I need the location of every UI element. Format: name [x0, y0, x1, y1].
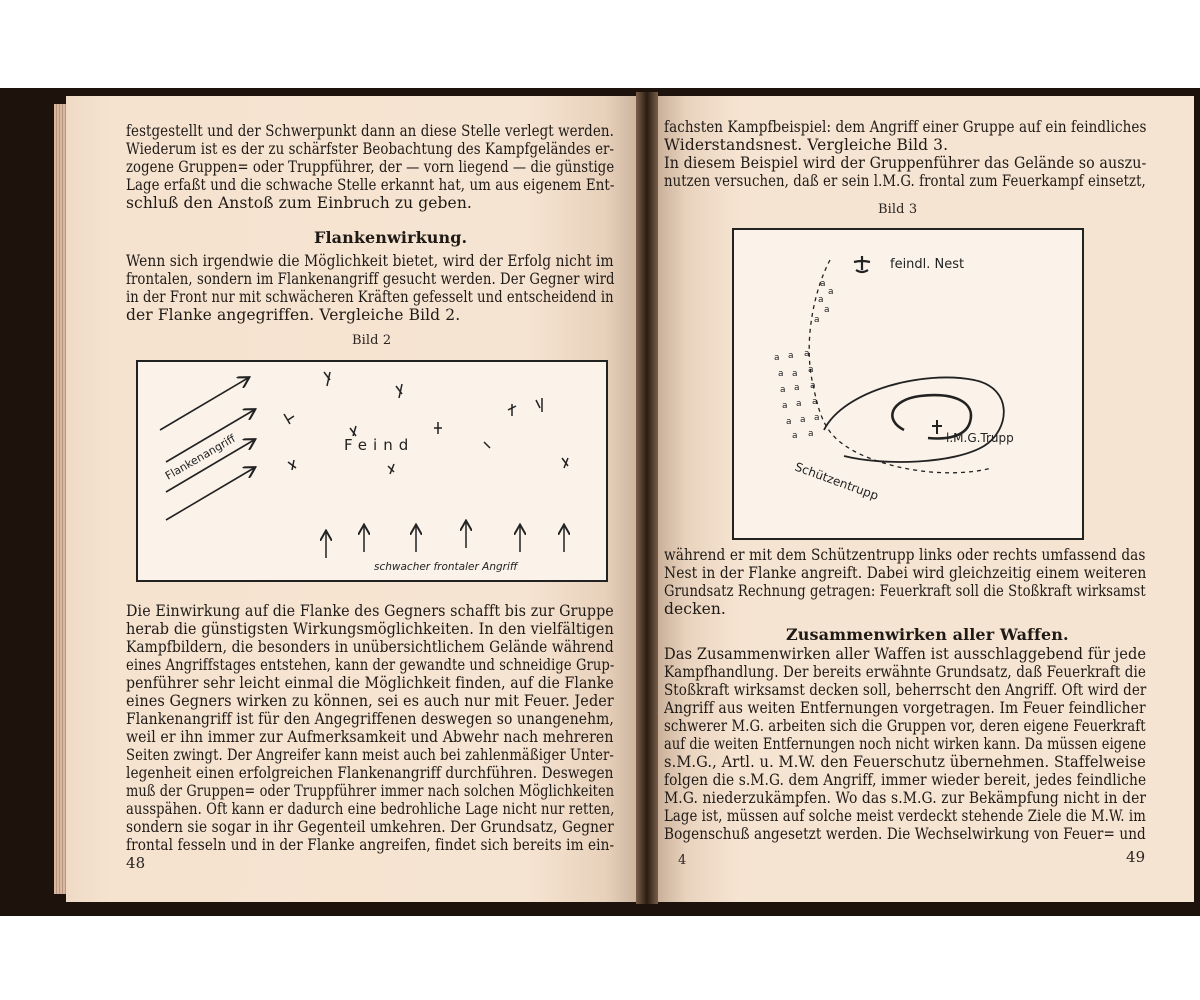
text-line: herab die günstigsten Wirkungsmöglichkeiten. In den vielfältigen [126, 620, 614, 638]
mg-squad-symbol [932, 420, 942, 434]
enemy-nest-label: feindl. Nest [890, 257, 965, 272]
svg-text:a: a [792, 431, 798, 441]
text-line: muß der Gruppen= oder Truppführer immer nach solchen Möglichkeiten [126, 782, 615, 800]
svg-text:a: a [796, 399, 802, 409]
text-line: eines Gegners wirken zu können, sei es auch nur mit Feuer. Jeder [126, 692, 614, 710]
svg-text:a: a [778, 369, 784, 379]
text-line: Bogenschuß angesetzt werden. Die Wechselwirkung von Feuer= und [664, 825, 1146, 843]
svg-text:a: a [792, 369, 798, 379]
text-line: auf die weiten Entfernungen noch nicht wirken kann. Da müssen eigene [664, 735, 1147, 753]
enemy-mark [388, 464, 394, 474]
signature-mark: 4 [678, 853, 687, 868]
text-line: ausspähen. Oft kann er dadurch eine bedrohliche Lage nicht nur retten, [126, 800, 615, 818]
enemy-nest-symbol [854, 256, 870, 272]
text-line: sondern sie sogar in ihr Gegenteil umkehren. Der Grundsatz, Gegner [126, 818, 614, 836]
svg-text:a: a [774, 353, 780, 363]
text-line: weil er ihn immer zur Aufmerksamkeit und Abwehr nach mehreren [126, 728, 614, 746]
text-line: schluß den Anstoß zum Einbruch zu geben. [126, 194, 472, 212]
text-line: Lage erfaßt und die schwache Stelle erkannt hat, um aus eigenem Ent- [126, 176, 615, 194]
figure-2-caption: Bild 2 [352, 333, 392, 348]
svg-text:a: a [780, 385, 786, 395]
text-line: Die Einwirkung auf die Flanke des Gegners schafft bis zur Gruppe [126, 602, 614, 620]
svg-text:a: a [782, 401, 788, 411]
text-line: schwerer M.G. arbeiten sich die Gruppen vor, deren eigene Feuerkraft [664, 717, 1146, 735]
enemy-mark [288, 460, 296, 470]
enemy-label: Feind [344, 436, 415, 454]
text-line: Grundsatz Rechnung getragen: Feuerkraft soll die Stoßkraft wirksamst [664, 582, 1146, 600]
text-line: In diesem Beispiel wird der Gruppenführer das Gelände so auszu- [664, 154, 1147, 172]
frontal-attack-label: schwacher frontaler Angriff [374, 561, 518, 573]
svg-text:a: a [800, 415, 806, 425]
text-line: eines Angriffstages entstehen, kann der gewandte und schneidige Grup- [126, 656, 615, 674]
figure-2 [136, 360, 608, 582]
figure-2-drawing [138, 362, 606, 580]
text-line: Stoßkraft wirksamst decken soll, beherrscht den Angriff. Oft wird der [664, 681, 1147, 699]
right-heading: Zusammenwirken aller Waffen. [786, 625, 1069, 644]
svg-text:a: a [808, 365, 814, 375]
enemy-mark [350, 426, 356, 436]
rifle-squad-marks [774, 279, 834, 441]
text-line: der Flanke angegriffen. Vergleiche Bild 2. [126, 306, 461, 324]
svg-text:a: a [808, 429, 814, 439]
left-heading: Flankenwirkung. [314, 228, 468, 247]
figure-3-caption: Bild 3 [878, 202, 918, 217]
figure-3-drawing [734, 230, 1082, 538]
enemy-mark [396, 384, 402, 398]
text-line: fachsten Kampfbeispiel: dem Angriff einer Gruppe auf ein feindliches [664, 118, 1147, 136]
text-line: Wiederum ist es der zu schärfster Beobachtung des Kampfgeländes er- [126, 140, 615, 158]
outer-contour [824, 377, 1004, 462]
text-line: penführer sehr leicht einmal die Möglichkeit finden, auf die Flanke [126, 674, 614, 692]
svg-text:a: a [786, 417, 792, 427]
text-line: Kampfhandlung. Der bereits erwähnte Grundsatz, daß Feuerkraft die [664, 663, 1147, 681]
text-line: Nest in der Flanke angreift. Dabei wird gleichzeitig einem weiteren [664, 564, 1147, 582]
svg-text:a: a [820, 279, 826, 289]
text-line: Seiten zwingt. Der Angreifer kann meist auch bei zahlenmäßiger Unter- [126, 746, 614, 764]
flank-attack-label: Flankenangriff [163, 432, 238, 483]
right-page-number: 49 [1126, 848, 1146, 866]
text-line: frontal fesseln und in der Flanke angreifen, findet sich bereits im ein- [126, 836, 615, 854]
text-line: zogene Gruppen= oder Truppführer, der — vorn liegend — die günstige [126, 158, 615, 176]
frontal-arrows [326, 522, 564, 558]
text-line: festgestellt und der Schwerpunkt dann an diese Stelle verlegt werden. [126, 122, 614, 140]
svg-text:a: a [812, 397, 818, 407]
svg-text:a: a [810, 381, 816, 391]
text-line: folgen die s.M.G. dem Angriff, immer wieder bereit, jedes feindliche [664, 771, 1147, 789]
svg-text:a: a [824, 305, 830, 315]
text-line: Flankenangriff ist für den Angegriffenen deswegen so unangenehm, [126, 710, 614, 728]
svg-text:a: a [794, 383, 800, 393]
text-line: nutzen versuchen, daß er sein l.M.G. frontal zum Feuerkampf einsetzt, [664, 172, 1146, 190]
svg-text:a: a [828, 287, 834, 297]
svg-text:a: a [818, 295, 824, 305]
text-line: in der Front nur mit schwächeren Kräften gefesselt und entscheidend in [126, 288, 614, 306]
svg-text:a: a [804, 349, 810, 359]
text-line: Lage ist, müssen auf solche meist verdeckt stehende Ziele die M.W. im [664, 807, 1146, 825]
text-line: frontalen, sondern im Flankenangriff gesucht werden. Der Gegner wird [126, 270, 615, 288]
enemy-mark [324, 372, 330, 386]
svg-text:a: a [814, 413, 820, 423]
text-line: Angriff aus weiten Entfernungen vorgetragen. Im Feuer feindlicher [664, 699, 1146, 717]
enemy-mark [536, 398, 542, 412]
text-line: s.M.G., Artl. u. M.W. den Feuerschutz übernehmen. Staffelweise [664, 753, 1146, 771]
svg-text:a: a [814, 315, 820, 325]
text-line: Das Zusammenwirken aller Waffen ist ausschlaggebend für jede [664, 645, 1147, 663]
text-line: Widerstandsnest. Vergleiche Bild 3. [664, 136, 949, 154]
mg-squad-label: l.M.G.Trupp [946, 431, 1014, 445]
enemy-mark [434, 422, 442, 434]
text-line: Kampfbildern, die besonders in unübersichtlichem Gelände während [126, 638, 614, 656]
enemy-mark [508, 404, 516, 416]
enemy-mark [284, 414, 294, 424]
rifle-squad-label: Schützentrupp [792, 459, 881, 503]
text-line: Wenn sich irgendwie die Möglichkeit bietet, wird der Erfolg nicht im [126, 252, 614, 270]
text-line: während er mit dem Schützentrupp links oder rechts umfassend das [664, 546, 1146, 564]
figure-3 [732, 228, 1084, 540]
enemy-positions [284, 372, 568, 474]
text-line: legenheit einen erfolgreichen Flankenangriff durchführen. Deswegen [126, 764, 614, 782]
text-line: decken. [664, 600, 726, 618]
enemy-mark [562, 458, 568, 468]
svg-text:a: a [788, 351, 794, 361]
enemy-mark [484, 442, 490, 448]
book-gutter [636, 92, 658, 904]
left-page-number: 48 [126, 854, 146, 872]
text-line: M.G. niederzukämpfen. Wo das s.M.G. zur Bekämpfung nicht in der [664, 789, 1147, 807]
